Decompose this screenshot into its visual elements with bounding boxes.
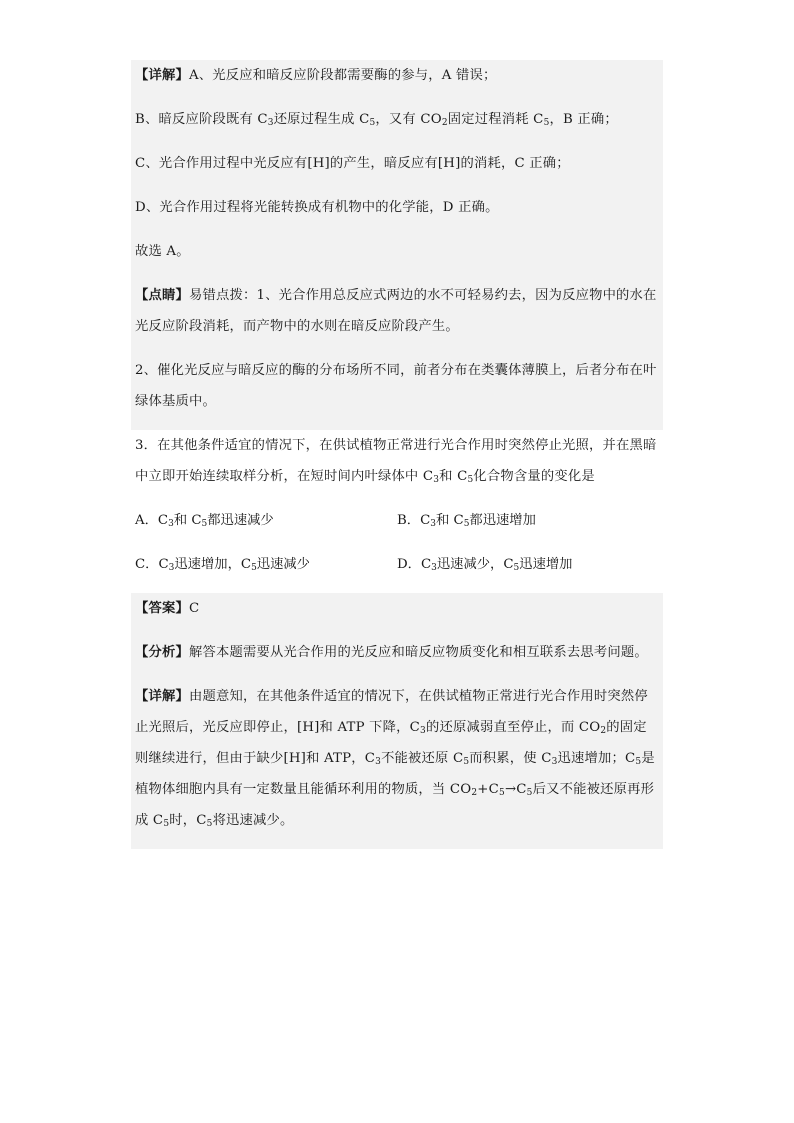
choice-b: B．$C_3$和 $C_5$都迅速增加 (397, 513, 536, 529)
detail-tag: 【详解】 (135, 68, 189, 83)
analysis-tag: 【分析】 (135, 645, 189, 660)
choice-d: D．$C_3$迅速减少，$C_5$迅速增加 (397, 557, 573, 573)
choices-row-2 (131, 549, 663, 593)
option-b-explanation: B、暗反应阶段既有 $C_3$还原过程生成 $C_5$，又有 $CO_2$固定过程消耗 $C_5$，B 正确； (131, 104, 663, 148)
choice-a: A．$C_3$和 $C_5$都迅速减少 (135, 513, 274, 529)
choose-answer: 故选 A。 (131, 236, 663, 280)
option-d-explanation: D、光合作用过程将光能转换成有机物中的化学能，D 正确。 (131, 192, 663, 236)
question-3: 3．在其他条件适宜的情况下，在供试植物正常进行光合作用时突然停止光照，并在黑暗中立即开始连续取样分析，在短时间内叶绿体中 $C_3$和 $C_5$化合物含量的变化是 (131, 430, 663, 505)
answer-paragraph (131, 593, 663, 637)
answer-tag: 【答案】 (135, 601, 189, 616)
tip-tag: 【点睛】 (135, 288, 189, 303)
detail-paragraph-2: 【详解】由题意知，在其他条件适宜的情况下，在供试植物正常进行光合作用时突然停止光照后，光反应即停止，[H]和 ATP 下降，$C_3$的还原减弱直至停止，而 $CO_2$的固定则继续进行，但由于缺少[H]和 ATP，$C_3$不能被还原 $C_5$而积累，使 $C_3$迅速增加；$C_5$是植物体细胞内具有一定数量且能循环利用的物质，当 $CO_2+C_5\to C_5$后又不能被还原再形成 $C_5$时，$C_5$将迅速减少。 (131, 681, 663, 849)
detail-paragraph-1 (131, 60, 663, 104)
choice-c: C．$C_3$迅速增加，$C_5$迅速减少 (135, 557, 310, 573)
analysis-paragraph: 【分析】解答本题需要从光合作用的光反应和暗反应物质变化和相互联系去思考问题。 (131, 637, 663, 681)
detail-text: A、光反应和暗反应阶段都需要酶的参与，A 错误； (189, 68, 497, 83)
tip-paragraph-1: 【点睛】易错点拨：1、光合作用总反应式两边的水不可轻易约去，因为反应物中的水在光反应阶段消耗，而产物中的水则在暗反应阶段产生。 (131, 280, 663, 355)
document-page (131, 60, 663, 849)
choices-row-1 (131, 505, 663, 549)
tip-paragraph-2: 2、催化光反应与暗反应的酶的分布场所不同，前者分布在类囊体薄膜上，后者分布在叶绿体基质中。 (131, 355, 663, 430)
answer-value: C (189, 601, 200, 616)
option-c-explanation: C、光合作用过程中光反应有[H]的产生，暗反应有[H]的消耗，C 正确； (131, 148, 663, 192)
